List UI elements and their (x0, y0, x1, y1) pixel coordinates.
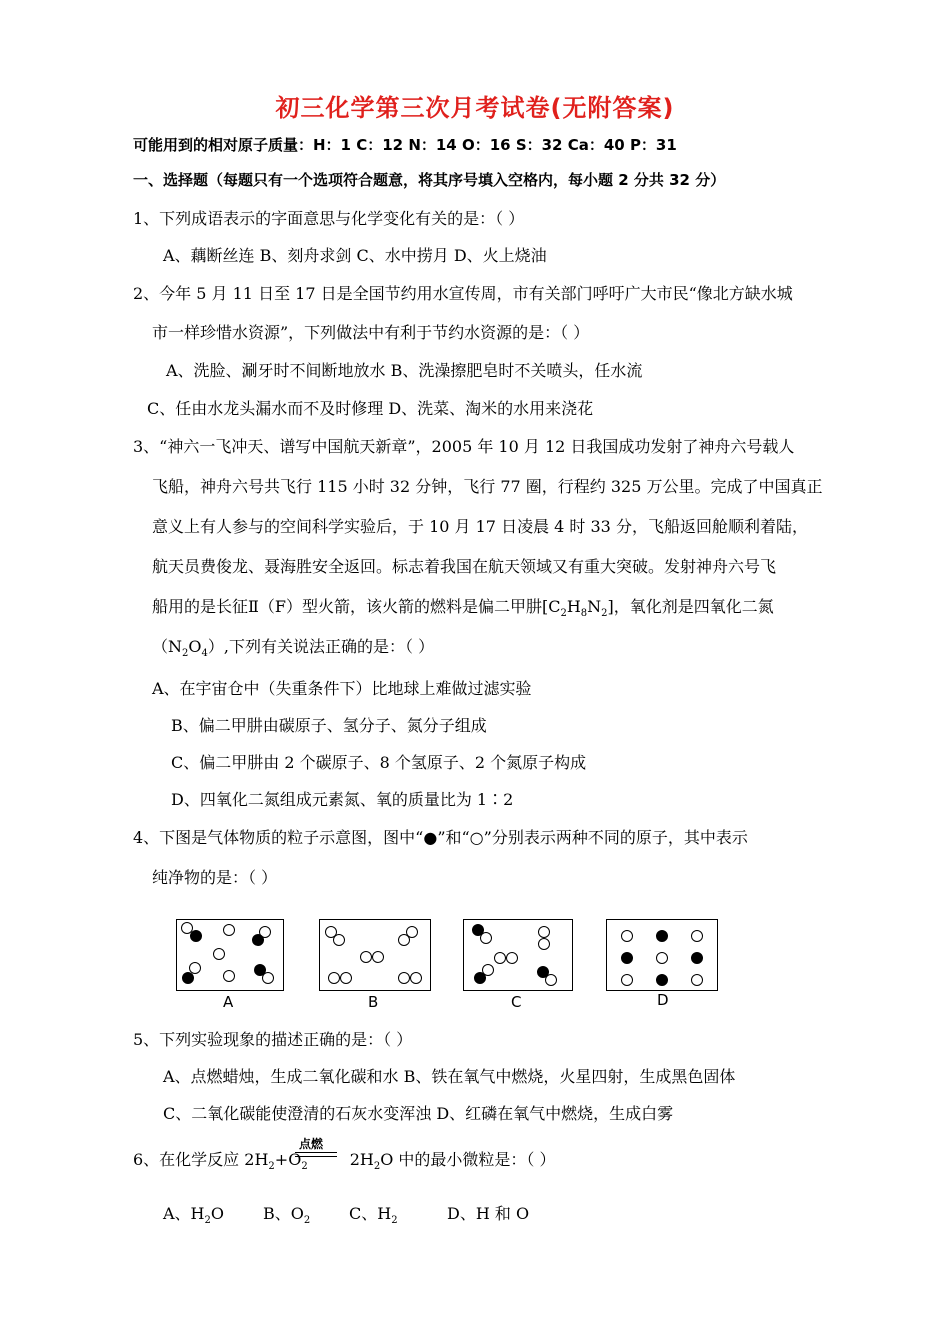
filled-atom (474, 972, 486, 984)
sub: 2 (301, 1161, 308, 1173)
q5-options-cd: C、二氧化碳能使澄清的石灰水变浑浊 D、红磷在氧气中燃烧，生成白雾 (163, 1104, 674, 1123)
diagram-label-c: C (511, 993, 522, 1011)
sub: 2 (560, 608, 567, 620)
q6-stem (133, 1147, 556, 1172)
sub: 2 (268, 1161, 275, 1173)
filled-atom (691, 952, 703, 964)
hollow-atom (410, 972, 422, 984)
q1-stem: 1、下列成语表示的字面意思与化学变化有关的是：（ ） (133, 209, 525, 228)
diagram-label-d: D (657, 991, 669, 1009)
q6-opt-a-text: A、H (163, 1204, 205, 1223)
particle-diagram-d (606, 919, 718, 991)
hollow-atom (223, 924, 235, 936)
hollow-atom (538, 926, 550, 938)
sub: 2 (373, 1161, 381, 1173)
sub: 2 (303, 1215, 311, 1227)
hollow-atom (691, 974, 703, 986)
formula-h: H (566, 597, 581, 616)
hollow-atom (340, 972, 352, 984)
particle-diagram-c (463, 919, 573, 991)
formula-o: O (188, 637, 202, 656)
hollow-atom (328, 972, 340, 984)
q3-option-d: D、四氧化二氮组成元素氮、氧的质量比为 1∶2 (171, 790, 514, 809)
formula-n: N (587, 597, 602, 616)
particle-diagram-a (176, 919, 284, 991)
q3-line5 (152, 594, 774, 619)
q3-option-a: A、在宇宙仓中（失重条件下）比地球上难做过滤实验 (152, 679, 532, 698)
q3-line6-post: ）,下列有关说法正确的是：（ ） (207, 637, 435, 656)
q2-options-ab: A、洗脸、涮牙时不间断地放水 B、洗澡擦肥皂时不关喷头，任水流 (166, 361, 643, 380)
hollow-atom (538, 938, 550, 950)
q6-opt-c-text: C、H (349, 1204, 392, 1223)
q3-line4: 航天员费俊龙、聂海胜安全返回。标志着我国在航天领域又有重大突破。发射神舟六号飞 (152, 557, 777, 576)
filled-atom (190, 930, 202, 942)
q3-line6 (152, 634, 434, 659)
q2-options-cd: C、任由水龙头漏水而不及时修理 D、洗菜、淘米的水用来浇花 (147, 399, 594, 418)
hollow-atom (360, 951, 372, 963)
q5-options-ab: A、点燃蜡烛，生成二氧化碳和水 B、铁在氧气中燃烧，火星四射，生成黑色固体 (163, 1067, 736, 1086)
diagram-label-b: B (368, 993, 379, 1011)
hollow-atom (494, 952, 506, 964)
q3-option-b: B、偏二甲肼由碳原子、氢分子、氮分子组成 (171, 716, 487, 735)
hollow-atom (480, 932, 492, 944)
q3-line3: 意义上有人参与的空间科学实验后，于 10 月 17 日凌晨 4 时 33 分，飞船返回舱顺利着陆， (152, 517, 808, 536)
reaction-condition: 点燃 (299, 1137, 324, 1151)
hollow-atom (545, 974, 557, 986)
hollow-atom (262, 972, 274, 984)
filled-atom (252, 934, 264, 946)
sub: 2 (601, 608, 608, 620)
equal-sign-bar-top (295, 1152, 337, 1153)
q3-line2: 飞船，神舟六号共飞行 115 小时 32 分钟，飞行 77 圈，行程约 325 万公里。完成了中国真正 (152, 477, 823, 496)
q6-pre: 6、在化学反应 2H (133, 1150, 269, 1169)
q2-stem-line2: 市一样珍惜水资源”，下列做法中有利于节约水资源的是：（ ） (152, 323, 590, 342)
particle-diagram-b (319, 919, 431, 991)
filled-atom (656, 930, 668, 942)
q3-line5-text: 船用的是长征Ⅱ（F）型火箭，该火箭的燃料是偏二甲肼[C (152, 597, 561, 616)
q6-opt-b-text: B、O (263, 1204, 304, 1223)
hollow-atom (223, 970, 235, 982)
sub: 4 (201, 648, 208, 660)
q3-line5-post: ]，氧化剂是四氧化二氮 (607, 597, 774, 616)
q6-plus: +O (274, 1150, 302, 1169)
atomic-masses: 可能用到的相对原子质量：H：1 C：12 N：14 O：16 S：32 Ca：40 P：31 (133, 136, 677, 154)
q6-post: O 中的最小微粒是：（ ） (380, 1150, 556, 1169)
q3-line6-pre: （N (152, 637, 183, 656)
sub: 2 (204, 1215, 211, 1227)
q5-stem: 5、下列实验现象的描述正确的是：（ ） (133, 1030, 413, 1049)
hollow-atom (656, 952, 668, 964)
equal-sign-bar-bottom (295, 1156, 337, 1157)
q6-option-a (163, 1201, 224, 1226)
hollow-atom (506, 952, 518, 964)
hollow-atom (691, 930, 703, 942)
q2-stem-line1: 2、今年 5 月 11 日至 17 日是全国节约用水宣传周，市有关部门呼吁广大市民“像北方缺水城 (133, 284, 793, 303)
hollow-atom (372, 951, 384, 963)
hollow-atom (621, 974, 633, 986)
diagram-label-a: A (223, 993, 234, 1011)
q1-options: A、藕断丝连 B、刻舟求剑 C、水中捞月 D、火上烧油 (163, 246, 547, 265)
q6-option-d: D、H 和 O (447, 1204, 530, 1223)
section-header: 一、选择题（每题只有一个选项符合题意，将其序号填入空格内，每小题 2 分共 32 分） (133, 171, 726, 189)
filled-atom (182, 972, 194, 984)
sub: 2 (182, 648, 189, 660)
hollow-atom (621, 930, 633, 942)
q3-option-c: C、偏二甲肼由 2 个碳原子、8 个氢原子、2 个氮原子构成 (171, 753, 587, 772)
q6-opt-a-o: O (210, 1204, 225, 1223)
hollow-atom (398, 972, 410, 984)
sub: 8 (580, 608, 588, 620)
q6-option-b (263, 1201, 310, 1226)
q6-product: 2H (349, 1150, 374, 1169)
q4-stem-line2: 纯净物的是：（ ） (152, 868, 278, 887)
sub: 2 (391, 1215, 398, 1227)
q4-stem-line1: 4、下图是气体物质的粒子示意图，图中“●”和“○”分别表示两种不同的原子，其中表示 (133, 828, 748, 847)
hollow-atom (213, 948, 225, 960)
filled-atom (621, 952, 633, 964)
filled-atom (656, 974, 668, 986)
hollow-atom (398, 934, 410, 946)
q3-line1: 3、“神六一飞冲天、谱写中国航天新章”，2005 年 10 月 12 日我国成功发射了神舟六号载人 (133, 437, 795, 456)
page-title: 初三化学第三次月考试卷(无附答案) (275, 94, 675, 122)
q6-option-c (349, 1201, 398, 1226)
hollow-atom (333, 934, 345, 946)
